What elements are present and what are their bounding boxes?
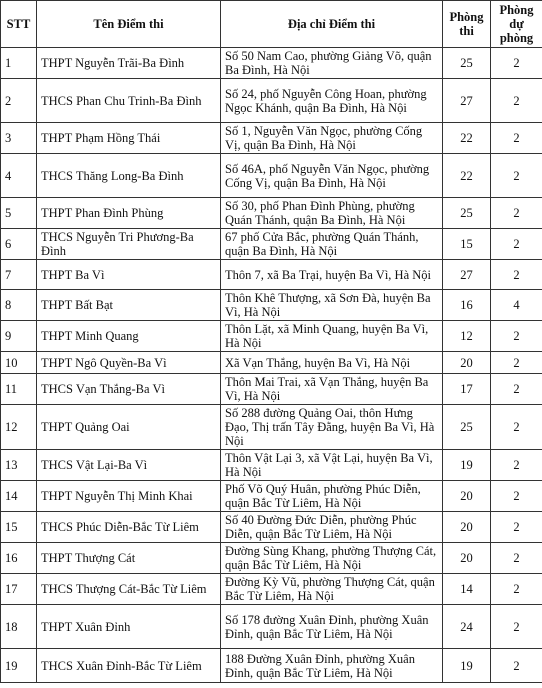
row-address: Thôn Mai Trai, xã Vạn Thắng, huyện Ba Vì, Hà Nội xyxy=(221,374,443,405)
row-rooms: 20 xyxy=(443,352,491,374)
row-reserve-rooms: 2 xyxy=(491,405,542,450)
row-address: Thôn Lặt, xã Minh Quang, huyện Ba Vì, Hà Nội xyxy=(221,321,443,352)
header-name: Tên Điểm thi xyxy=(37,1,221,48)
row-stt: 14 xyxy=(1,481,37,512)
row-stt: 1 xyxy=(1,48,37,79)
table-row xyxy=(1,260,542,290)
row-school-name: THCS Thăng Long-Ba Đình xyxy=(37,154,221,198)
row-reserve-rooms: 4 xyxy=(491,290,542,321)
table-row xyxy=(1,123,542,154)
row-address: Phố Võ Quý Huân, phường Phúc Diễn, quận Bắc Từ Liêm, Hà Nội xyxy=(221,481,443,512)
row-school-name: THPT Ngô Quyền-Ba Vì xyxy=(37,352,221,374)
table-row xyxy=(1,450,542,481)
row-address: Xã Vạn Thắng, huyện Ba Vì, Hà Nội xyxy=(221,352,443,374)
row-reserve-rooms: 2 xyxy=(491,374,542,405)
row-stt: 6 xyxy=(1,229,37,260)
header-address: Địa chỉ Điểm thi xyxy=(221,1,443,48)
row-school-name: THPT Phạm Hồng Thái xyxy=(37,123,221,154)
row-stt: 16 xyxy=(1,543,37,574)
table-row xyxy=(1,321,542,352)
table-row xyxy=(1,405,542,450)
row-school-name: THPT Nguyễn Thị Minh Khai xyxy=(37,481,221,512)
row-stt: 13 xyxy=(1,450,37,481)
table-row xyxy=(1,198,542,229)
row-rooms: 25 xyxy=(443,405,491,450)
row-stt: 15 xyxy=(1,512,37,543)
row-school-name: THCS Nguyễn Tri Phương-Ba Đình xyxy=(37,229,221,260)
row-address: Số 178 đường Xuân Đỉnh, phường Xuân Đỉnh, quận Bắc Từ Liêm, Hà Nội xyxy=(221,605,443,649)
row-address: Thôn 7, xã Ba Trại, huyện Ba Vì, Hà Nội xyxy=(221,260,443,290)
row-stt: 7 xyxy=(1,260,37,290)
row-rooms: 19 xyxy=(443,649,491,683)
row-stt: 9 xyxy=(1,321,37,352)
header-reserve: Phòng dự phòng xyxy=(491,1,542,48)
table-row xyxy=(1,374,542,405)
row-address: 188 Đường Xuân Đỉnh, phường Xuân Đỉnh, quận Bắc Từ Liêm, Hà Nội xyxy=(221,649,443,683)
row-rooms: 20 xyxy=(443,512,491,543)
row-school-name: THPT Nguyễn Trãi-Ba Đình xyxy=(37,48,221,79)
row-school-name: THPT Thượng Cát xyxy=(37,543,221,574)
table-row xyxy=(1,229,542,260)
row-rooms: 16 xyxy=(443,290,491,321)
table-row xyxy=(1,649,542,683)
row-reserve-rooms: 2 xyxy=(491,543,542,574)
row-address: Số 40 Đường Đức Diễn, phường Phúc Diễn, quận Bắc Từ Liêm, Hà Nội xyxy=(221,512,443,543)
row-rooms: 19 xyxy=(443,450,491,481)
row-address: Đường Sùng Khang, phường Thượng Cát, quận Bắc Từ Liêm, Hà Nội xyxy=(221,543,443,574)
row-reserve-rooms: 2 xyxy=(491,321,542,352)
table-row xyxy=(1,481,542,512)
row-rooms: 15 xyxy=(443,229,491,260)
row-address: Đường Kỳ Vũ, phường Thượng Cát, quận Bắc Từ Liêm, Hà Nội xyxy=(221,574,443,605)
row-school-name: THPT Minh Quang xyxy=(37,321,221,352)
table-body xyxy=(1,48,542,683)
row-stt: 17 xyxy=(1,574,37,605)
row-school-name: THPT Xuân Đỉnh xyxy=(37,605,221,649)
row-reserve-rooms: 2 xyxy=(491,481,542,512)
row-reserve-rooms: 2 xyxy=(491,605,542,649)
row-reserve-rooms: 2 xyxy=(491,574,542,605)
row-reserve-rooms: 2 xyxy=(491,79,542,123)
row-school-name: THCS Vạn Thắng-Ba Vì xyxy=(37,374,221,405)
row-stt: 8 xyxy=(1,290,37,321)
row-rooms: 17 xyxy=(443,374,491,405)
row-address: Số 30, phố Phan Đình Phùng, phường Quán Thánh, quận Ba Đình, Hà Nội xyxy=(221,198,443,229)
row-address: Số 46A, phố Nguyễn Văn Ngọc, phường Cống Vị, quận Ba Đình, Hà Nội xyxy=(221,154,443,198)
table-row xyxy=(1,290,542,321)
row-address: Thôn Khê Thượng, xã Sơn Đà, huyện Ba Vì, Hà Nội xyxy=(221,290,443,321)
header-rooms: Phòng thi xyxy=(443,1,491,48)
row-address: Số 24, phố Nguyễn Công Hoan, phường Ngọc Khánh, quận Ba Đình, Hà Nội xyxy=(221,79,443,123)
row-rooms: 27 xyxy=(443,260,491,290)
row-address: Số 50 Nam Cao, phường Giảng Võ, quận Ba Đình, Hà Nội xyxy=(221,48,443,79)
row-reserve-rooms: 2 xyxy=(491,229,542,260)
row-school-name: THPT Quảng Oai xyxy=(37,405,221,450)
row-reserve-rooms: 2 xyxy=(491,450,542,481)
row-rooms: 12 xyxy=(443,321,491,352)
row-rooms: 25 xyxy=(443,198,491,229)
row-stt: 10 xyxy=(1,352,37,374)
table-row xyxy=(1,574,542,605)
table-row xyxy=(1,352,542,374)
table-row xyxy=(1,48,542,79)
row-rooms: 22 xyxy=(443,123,491,154)
table-row xyxy=(1,543,542,574)
row-reserve-rooms: 2 xyxy=(491,512,542,543)
row-stt: 2 xyxy=(1,79,37,123)
row-rooms: 20 xyxy=(443,481,491,512)
row-stt: 11 xyxy=(1,374,37,405)
row-rooms: 25 xyxy=(443,48,491,79)
row-stt: 19 xyxy=(1,649,37,683)
row-school-name: THCS Thượng Cát-Bắc Từ Liêm xyxy=(37,574,221,605)
table-row xyxy=(1,154,542,198)
row-rooms: 22 xyxy=(443,154,491,198)
row-reserve-rooms: 2 xyxy=(491,260,542,290)
row-reserve-rooms: 2 xyxy=(491,198,542,229)
row-rooms: 14 xyxy=(443,574,491,605)
row-reserve-rooms: 2 xyxy=(491,352,542,374)
row-address: Thôn Vật Lại 3, xã Vật Lại, huyện Ba Vì, Hà Nội xyxy=(221,450,443,481)
row-school-name: THCS Xuân Đỉnh-Bắc Từ Liêm xyxy=(37,649,221,683)
row-address: Số 288 đường Quảng Oai, thôn Hưng Đạo, Thị trấn Tây Đằng, huyện Ba Vì, Hà Nội xyxy=(221,405,443,450)
row-school-name: THPT Phan Đình Phùng xyxy=(37,198,221,229)
row-school-name: THCS Phan Chu Trinh-Ba Đình xyxy=(37,79,221,123)
row-school-name: THCS Phúc Diễn-Bắc Từ Liêm xyxy=(37,512,221,543)
row-rooms: 27 xyxy=(443,79,491,123)
header-stt: STT xyxy=(1,1,37,48)
row-stt: 3 xyxy=(1,123,37,154)
row-stt: 12 xyxy=(1,405,37,450)
row-address: 67 phố Cửa Bắc, phường Quán Thánh, quận Ba Đình, Hà Nội xyxy=(221,229,443,260)
row-school-name: THPT Bất Bạt xyxy=(37,290,221,321)
row-reserve-rooms: 2 xyxy=(491,154,542,198)
row-school-name: THPT Ba Vì xyxy=(37,260,221,290)
row-stt: 5 xyxy=(1,198,37,229)
table-row xyxy=(1,605,542,649)
row-school-name: THCS Vật Lại-Ba Vì xyxy=(37,450,221,481)
row-rooms: 20 xyxy=(443,543,491,574)
row-reserve-rooms: 2 xyxy=(491,48,542,79)
row-address: Số 1, Nguyễn Văn Ngọc, phường Cống Vị, quận Ba Đình, Hà Nội xyxy=(221,123,443,154)
row-reserve-rooms: 2 xyxy=(491,123,542,154)
header-row xyxy=(1,1,542,48)
row-reserve-rooms: 2 xyxy=(491,649,542,683)
table-row xyxy=(1,79,542,123)
row-stt: 18 xyxy=(1,605,37,649)
row-stt: 4 xyxy=(1,154,37,198)
table-row xyxy=(1,512,542,543)
row-rooms: 24 xyxy=(443,605,491,649)
